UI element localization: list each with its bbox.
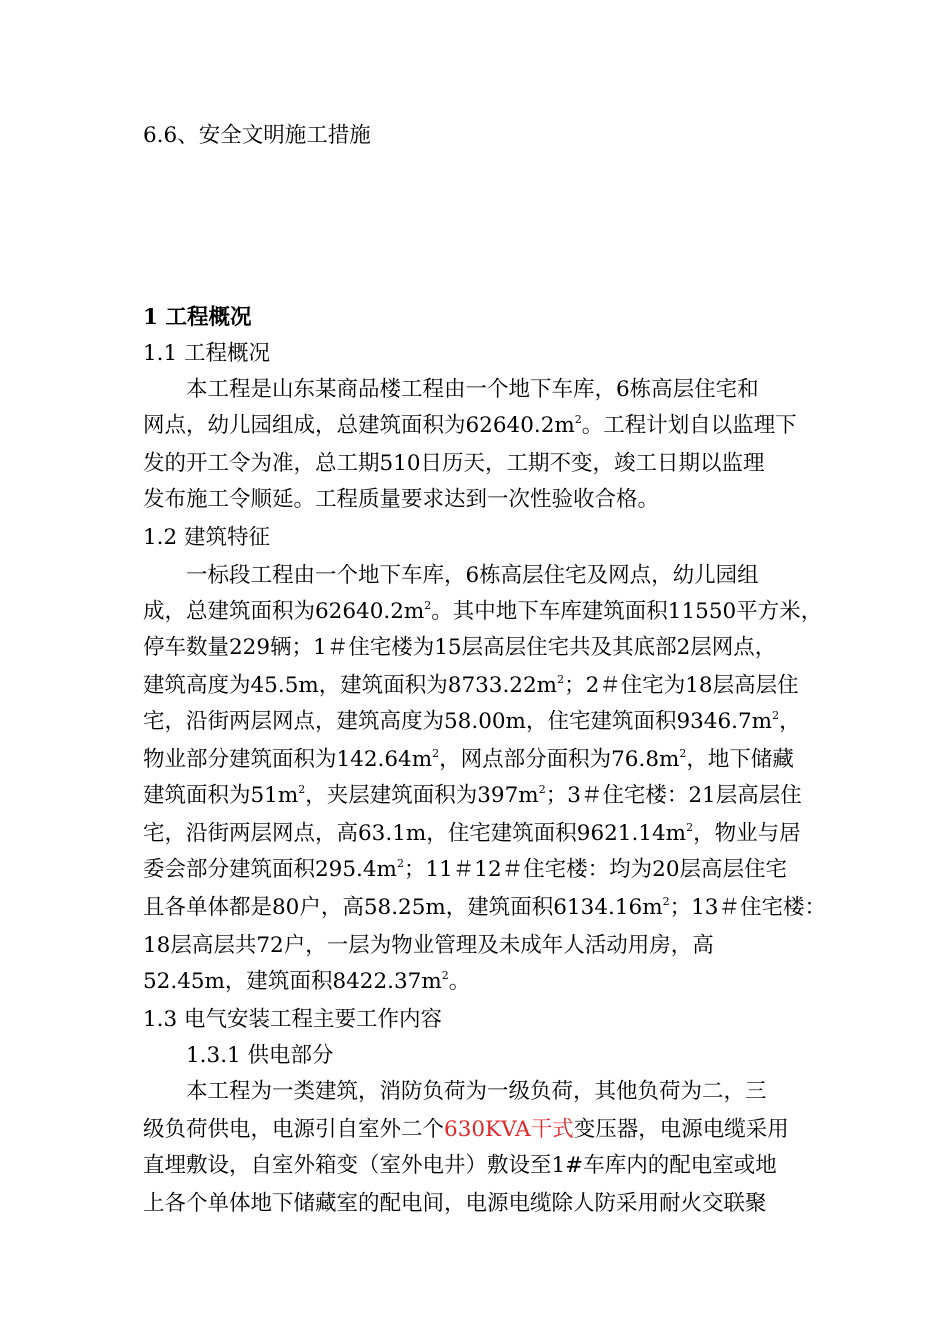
paragraph-line — [143, 1114, 789, 1146]
text-span: 且各单体都是80户，高58.25m，建筑面积6134.16m — [143, 895, 663, 920]
paragraph-line — [143, 818, 801, 850]
paragraph-line — [143, 670, 799, 702]
text-span: ，物业与居 — [693, 821, 801, 846]
section-title: 1 工程概况 — [143, 305, 252, 330]
paragraph-line: 18层高层共72户，一层为物业管理及未成年人活动用房，高 — [143, 933, 714, 958]
toc-item: 6.6、安全文明施工措施 — [143, 123, 371, 148]
paragraph-line — [143, 854, 787, 886]
superscript: 2 — [424, 599, 432, 612]
text-span: ，夹层建筑面积为397m — [305, 783, 539, 808]
paragraph-line: 本工程是山东某商品楼工程由一个地下车库，6栋高层住宅和 — [186, 377, 759, 402]
text-span: 成，总建筑面积为62640.2m — [143, 599, 425, 624]
text-span: ，网点部分面积为76.8m — [439, 747, 680, 772]
paragraph-line: 停车数量229辆；1＃住宅楼为15层高层住宅共及其底部2层网点， — [143, 635, 777, 660]
superscript: 2 — [441, 969, 449, 982]
paragraph-line — [143, 706, 801, 738]
superscript: 2 — [679, 747, 687, 760]
paragraph-line — [143, 966, 470, 998]
text-span: ；11＃12＃住宅楼：均为20层高层住宅 — [403, 857, 788, 882]
text-span: 变压器，电源电缆采用 — [573, 1117, 789, 1142]
superscript: 2 — [772, 709, 780, 722]
superscript: 2 — [557, 673, 565, 686]
text-span: ，地下储藏 — [686, 747, 794, 772]
paragraph-line: 上各个单体地下储藏室的配电间，电源电缆除人防采用耐火交联聚 — [143, 1191, 767, 1216]
highlighted-text: 630KVA干式 — [444, 1117, 574, 1142]
subsection-heading-1-3-1: 1.3.1 供电部分 — [186, 1043, 334, 1068]
subsection-heading-1-3: 1.3 电气安装工程主要工作内容 — [143, 1007, 443, 1032]
text-span: ；3＃住宅楼：21层高层住 — [545, 783, 802, 808]
paragraph-line — [143, 892, 826, 924]
text-span: 宅，沿街两层网点，建筑高度为58.00m，住宅建筑面积9346.7m — [143, 709, 773, 734]
paragraph-line: 直埋敷设，自室外箱变（室外电井）敷设至1#车库内的配电室或地 — [143, 1153, 777, 1178]
text-span: ；13＃住宅楼： — [669, 895, 826, 920]
superscript: 2 — [298, 783, 306, 796]
superscript: 2 — [396, 857, 404, 870]
paragraph-line: 本工程为一类建筑，消防负荷为一级负荷，其他负荷为二，三 — [186, 1079, 767, 1104]
superscript: 2 — [538, 783, 546, 796]
paragraph-line — [143, 410, 797, 442]
text-span: 建筑面积为51m — [143, 783, 299, 808]
text-span: ；2＃住宅为18层高层住 — [564, 673, 799, 698]
text-span: 。工程计划自以监理下 — [581, 413, 797, 438]
text-span: 物业部分建筑面积为142.64m — [143, 747, 433, 772]
paragraph-line: 发的开工令为准，总工期510日历天，工期不变，竣工日期以监理 — [143, 451, 765, 476]
text-span: 建筑高度为45.5m，建筑面积为8733.22m — [143, 673, 558, 698]
paragraph-line — [143, 780, 802, 812]
text-span: 。其中地下车库建筑面积11550平方米， — [431, 599, 823, 624]
paragraph-line: 一标段工程由一个地下车库，6栋高层住宅及网点，幼儿园组 — [186, 563, 759, 588]
text-span: 委会部分建筑面积295.4m — [143, 857, 397, 882]
superscript: 2 — [662, 895, 670, 908]
paragraph-line — [143, 744, 794, 776]
paragraph-line: 发布施工令顺延。工程质量要求达到一次性验收合格。 — [143, 487, 660, 512]
superscript: 2 — [686, 821, 694, 834]
text-span: 。 — [448, 969, 471, 994]
text-span: 52.45m，建筑面积8422.37m — [143, 969, 442, 994]
superscript: 2 — [574, 413, 582, 426]
text-span: 级负荷供电，电源引自室外二个 — [143, 1117, 445, 1142]
subsection-heading-1-1: 1.1 工程概况 — [143, 341, 271, 366]
paragraph-line — [143, 596, 822, 628]
subsection-heading-1-2: 1.2 建筑特征 — [143, 525, 271, 550]
superscript: 2 — [432, 747, 440, 760]
text-span: ， — [779, 709, 801, 734]
text-span: 宅，沿街两层网点，高63.1m，住宅建筑面积9621.14m — [143, 821, 687, 846]
text-span: 网点，幼儿园组成，总建筑面积为62640.2m — [143, 413, 575, 438]
